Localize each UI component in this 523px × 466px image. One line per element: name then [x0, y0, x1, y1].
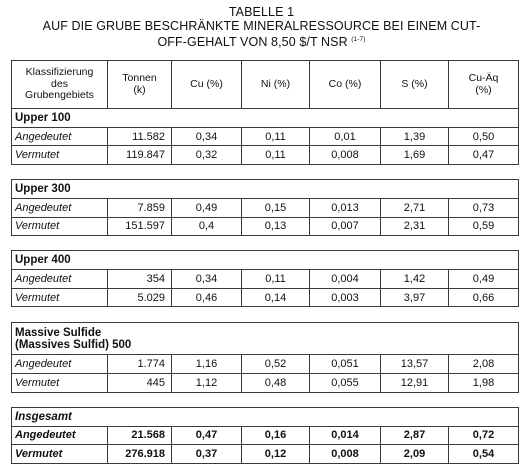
row-label: Vermutet [12, 146, 108, 165]
cell-ni: 0,16 [242, 426, 310, 445]
section-title: Upper 300 [12, 180, 519, 199]
cell-co: 0,004 [310, 270, 381, 289]
cell-cu: 0,47 [172, 426, 242, 445]
cell-co: 0,008 [310, 445, 381, 464]
row-label: Vermutet [12, 374, 108, 393]
section-title: Upper 400 [12, 251, 519, 270]
cell-cu: 0,4 [172, 217, 242, 236]
cell-cu: 0,34 [172, 127, 242, 146]
row-label: Vermutet [12, 217, 108, 236]
cell-tonnes: 21.568 [108, 426, 172, 445]
mineral-resource-table [11, 60, 519, 464]
table-row [12, 127, 519, 146]
cell-cueq: 0,72 [449, 426, 519, 445]
row-label: Vermutet [12, 445, 108, 464]
title-line-1: TABELLE 1 [228, 5, 295, 19]
title-line-3-text: OFF-GEHALT VON 8,50 $/T NSR [157, 35, 348, 49]
cell-co: 0,051 [310, 355, 381, 374]
cell-cueq: 0,50 [449, 127, 519, 146]
table-title [0, 6, 523, 50]
cell-co: 0,008 [310, 146, 381, 165]
table-row [12, 270, 519, 289]
header-classification: Klassifizierung des Grubengebiets [12, 61, 108, 109]
section-title: Insgesamt [12, 408, 519, 427]
header-cueq: Cu-Äq (%) [449, 61, 519, 109]
spacer-cell [12, 307, 519, 322]
header-row [12, 61, 519, 109]
cell-tonnes: 276.918 [108, 445, 172, 464]
cell-co: 0,01 [310, 127, 381, 146]
cell-ni: 0,11 [242, 127, 310, 146]
spacer-cell [12, 392, 519, 407]
table-row [12, 217, 519, 236]
cell-s: 1,39 [381, 127, 449, 146]
cell-s: 2,09 [381, 445, 449, 464]
cell-ni: 0,15 [242, 198, 310, 217]
section-title: Massive Sulfide (Massives Sulfid) 500 [12, 322, 519, 355]
section-header-upper-100 [12, 109, 519, 128]
title-line-3 [0, 33, 523, 50]
cell-tonnes: 7.859 [108, 198, 172, 217]
header-co: Co (%) [310, 61, 381, 109]
cell-tonnes: 1.774 [108, 355, 172, 374]
cell-s: 13,57 [381, 355, 449, 374]
cell-cu: 0,46 [172, 288, 242, 307]
section-title: Upper 100 [12, 109, 519, 128]
section-header-upper-400 [12, 251, 519, 270]
row-label: Angedeutet [12, 426, 108, 445]
cell-ni: 0,12 [242, 445, 310, 464]
cell-s: 2,31 [381, 217, 449, 236]
cell-cueq: 0,49 [449, 270, 519, 289]
cell-s: 2,87 [381, 426, 449, 445]
table-row [12, 445, 519, 464]
cell-co: 0,014 [310, 426, 381, 445]
cell-s: 1,69 [381, 146, 449, 165]
cell-cueq: 0,47 [449, 146, 519, 165]
section-header-massive-sulfide [12, 322, 519, 355]
cell-ni: 0,11 [242, 146, 310, 165]
cell-tonnes: 354 [108, 270, 172, 289]
cell-tonnes: 445 [108, 374, 172, 393]
cell-tonnes: 151.597 [108, 217, 172, 236]
table-row [12, 426, 519, 445]
header-s: S (%) [381, 61, 449, 109]
cell-tonnes: 11.582 [108, 127, 172, 146]
section-spacer [12, 165, 519, 180]
header-tonnes: Tonnen (k) [108, 61, 172, 109]
cell-cu: 0,32 [172, 146, 242, 165]
cell-cu: 0,49 [172, 198, 242, 217]
cell-ni: 0,48 [242, 374, 310, 393]
row-label: Angedeutet [12, 355, 108, 374]
table-row [12, 355, 519, 374]
table-row [12, 146, 519, 165]
cell-cu: 0,37 [172, 445, 242, 464]
cell-ni: 0,52 [242, 355, 310, 374]
header-cu: Cu (%) [172, 61, 242, 109]
cell-cueq: 0,73 [449, 198, 519, 217]
cell-s: 12,91 [381, 374, 449, 393]
section-spacer [12, 307, 519, 322]
row-label: Angedeutet [12, 270, 108, 289]
cell-cueq: 0,54 [449, 445, 519, 464]
title-footnote-ref: (1-7) [351, 36, 366, 43]
cell-cueq: 1,98 [449, 374, 519, 393]
header-ni: Ni (%) [242, 61, 310, 109]
section-header-total [12, 408, 519, 427]
cell-cueq: 0,66 [449, 288, 519, 307]
title-line-2: AUF DIE GRUBE BESCHRÄNKTE MINERALRESSOURCE BEI EINEM CUT- [42, 18, 481, 33]
section-spacer [12, 236, 519, 251]
cell-s: 2,71 [381, 198, 449, 217]
cell-s: 1,42 [381, 270, 449, 289]
cell-cu: 1,12 [172, 374, 242, 393]
spacer-cell [12, 236, 519, 251]
cell-s: 3,97 [381, 288, 449, 307]
cell-ni: 0,13 [242, 217, 310, 236]
spacer-cell [12, 165, 519, 180]
row-label: Vermutet [12, 288, 108, 307]
cell-ni: 0,14 [242, 288, 310, 307]
cell-co: 0,007 [310, 217, 381, 236]
cell-cueq: 2,08 [449, 355, 519, 374]
cell-tonnes: 119.847 [108, 146, 172, 165]
cell-cu: 1,16 [172, 355, 242, 374]
cell-cu: 0,34 [172, 270, 242, 289]
cell-cueq: 0,59 [449, 217, 519, 236]
cell-co: 0,013 [310, 198, 381, 217]
section-spacer [12, 392, 519, 407]
row-label: Angedeutet [12, 127, 108, 146]
cell-co: 0,003 [310, 288, 381, 307]
cell-ni: 0,11 [242, 270, 310, 289]
row-label: Angedeutet [12, 198, 108, 217]
cell-co: 0,055 [310, 374, 381, 393]
table-row [12, 198, 519, 217]
table-row [12, 288, 519, 307]
cell-tonnes: 5.029 [108, 288, 172, 307]
section-header-upper-300 [12, 180, 519, 199]
table-row [12, 374, 519, 393]
